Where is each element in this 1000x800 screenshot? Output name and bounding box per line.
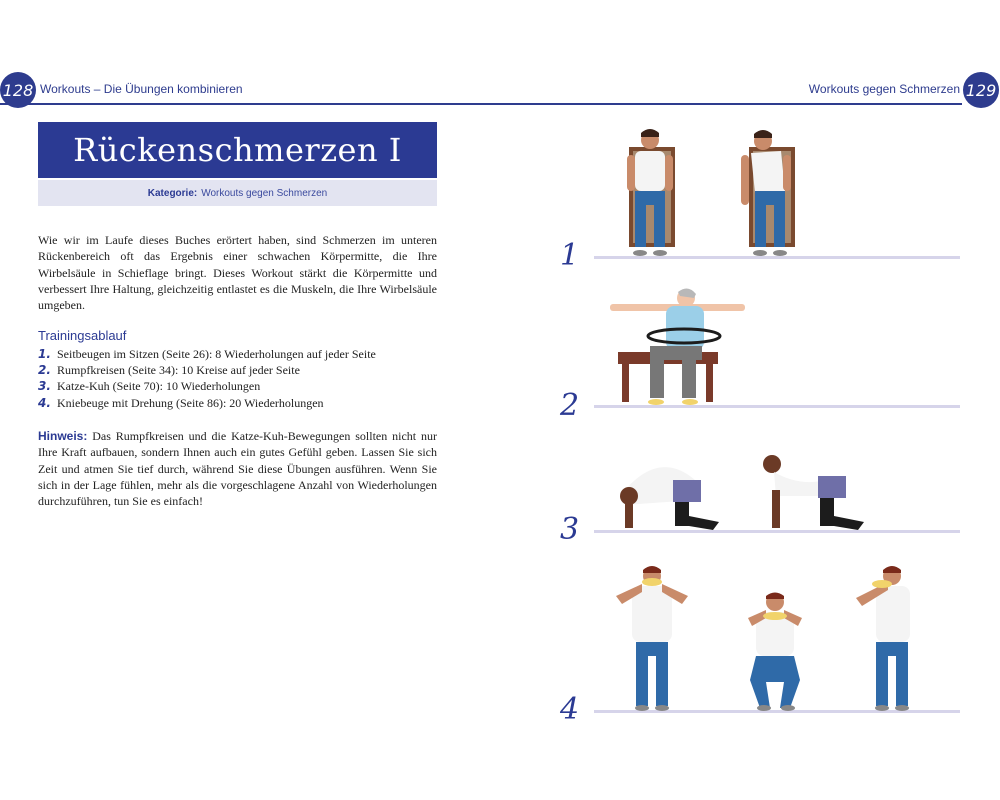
left-running-head: Workouts – Die Übungen kombinieren xyxy=(40,82,243,96)
step-number: 4. xyxy=(38,395,51,410)
intro-paragraph: Wie wir im Laufe dieses Buches erörtert haben, sind Schmerzen im unteren Rückenbereich oft das Ergebnis einer schwachen Körpermitte, die Ihre Wirbelsäule in Schieflage bringt. Dieses Workout stärkt die Körpermitte und verbessert Ihre Haltung, gleichzeitig entlastet es die Muskeln, die Ihre Wirbelsäule umgeben. xyxy=(38,233,437,313)
squat-twist-illustration-a xyxy=(612,562,692,712)
list-item xyxy=(38,362,438,378)
exercise-number-3: 3 xyxy=(560,512,580,547)
exercise-number-4: 4 xyxy=(560,692,580,727)
training-heading: Trainingsablauf xyxy=(38,328,127,343)
list-item xyxy=(38,346,438,362)
category-value: Workouts gegen Schmerzen xyxy=(201,187,328,199)
step-number: 1. xyxy=(38,347,51,361)
exercise-number-2: 2 xyxy=(560,388,580,423)
step-text: Katze-Kuh (Seite 70): 10 Wiederholungen xyxy=(57,379,261,394)
seated-side-bend-illustration-a xyxy=(615,125,685,260)
exercise-number-1: 1 xyxy=(560,238,580,273)
left-page-number: 128 xyxy=(0,72,36,108)
right-header-rule xyxy=(500,103,962,105)
note-text: Das Rumpfkreisen und die Katze-Kuh-Bewegungen sollten nicht nur Ihre Kraft aufbauen, sondern Ihnen auch ein gutes Gefühl geben. Lassen Sie sich Zeit und atmen Sie tief durch, während Sie diese Übungen ausführen. Wenn Sie sich in der Lage fühlen, mehr als die vorgeschlagene Anzahl von Wiederholungen durchzuführen, tun Sie es einfach! xyxy=(38,429,437,509)
training-steps xyxy=(38,346,438,411)
step-number: 2. xyxy=(38,363,51,378)
list-item xyxy=(38,378,438,394)
step-text: Rumpfkreisen (Seite 34): 10 Kreise auf jeder Seite xyxy=(57,363,300,378)
note-paragraph xyxy=(38,428,437,509)
right-page-number: 129 xyxy=(963,72,999,108)
left-header-rule xyxy=(0,103,500,105)
cat-pose-illustration xyxy=(615,450,730,532)
category-bar xyxy=(38,180,437,206)
right-running-head: Workouts gegen Schmerzen xyxy=(808,82,960,96)
torso-circle-illustration xyxy=(610,282,745,407)
squat-twist-illustration-b xyxy=(740,590,810,712)
page-title: Rückenschmerzen I xyxy=(38,122,437,178)
step-text: Seitbeugen im Sitzen (Seite 26): 8 Wiederholungen auf jeder Seite xyxy=(57,347,376,361)
list-item xyxy=(38,395,438,411)
seated-side-bend-illustration-b xyxy=(735,125,805,260)
squat-twist-illustration-c xyxy=(852,562,922,712)
note-label: Hinweis: xyxy=(38,429,88,443)
step-number: 3. xyxy=(38,379,51,394)
cow-pose-illustration xyxy=(760,450,875,532)
category-label: Kategorie: xyxy=(147,187,198,199)
step-text: Kniebeuge mit Drehung (Seite 86): 20 Wiederholungen xyxy=(57,395,324,410)
